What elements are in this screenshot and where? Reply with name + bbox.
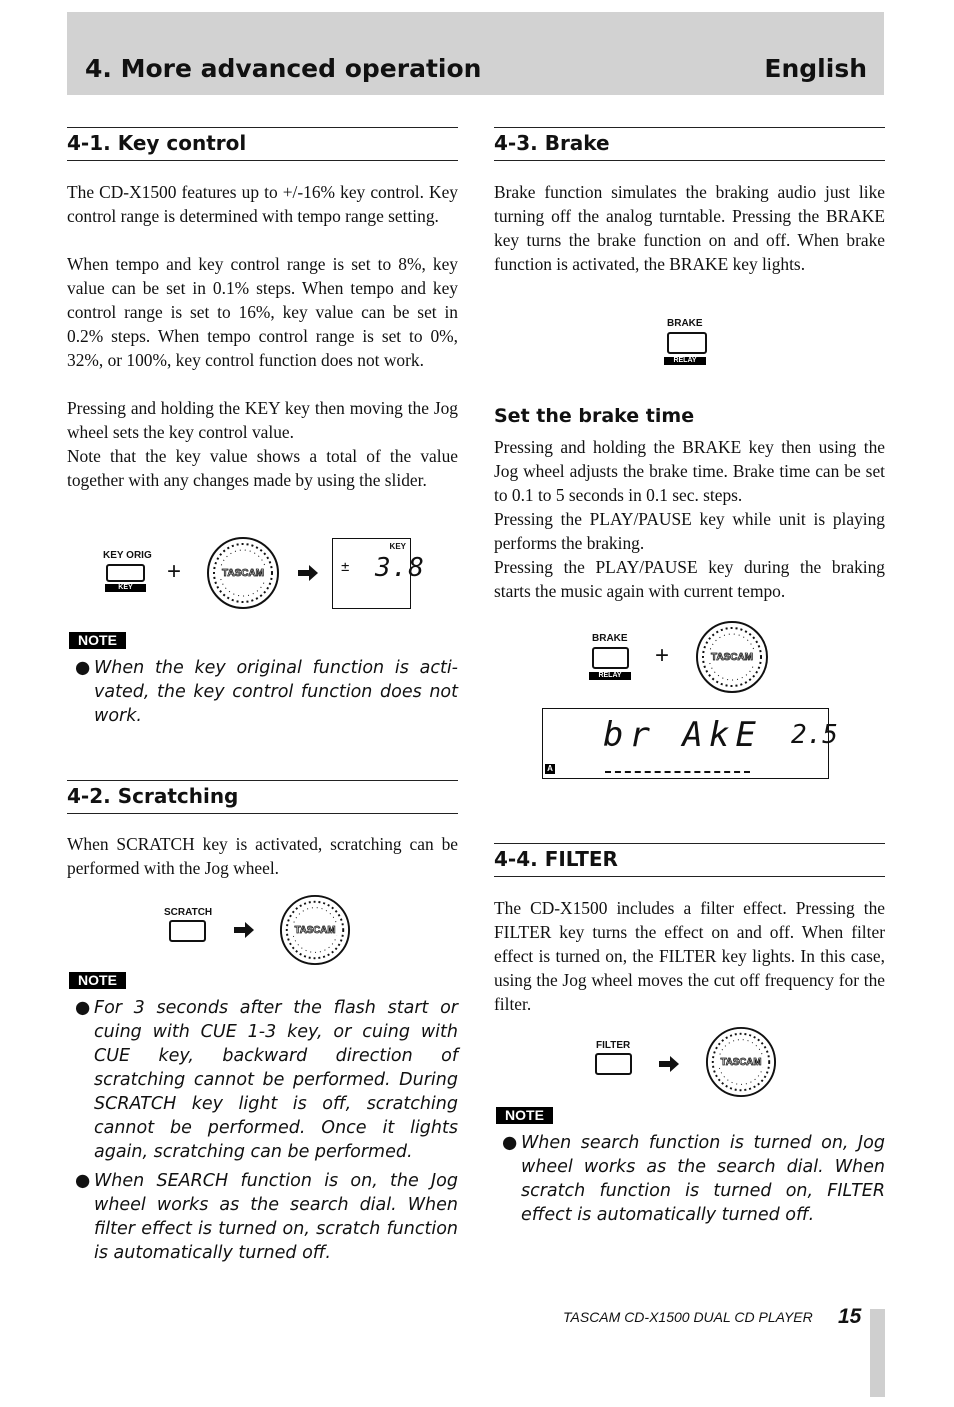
relay-tag: RELAY: [664, 357, 706, 365]
key-orig-label: KEY ORIG: [103, 550, 152, 561]
subheading: Set the brake time: [494, 405, 695, 427]
key-orig-button: [106, 564, 145, 582]
note-item: ● For 3 seconds after the flash start or cuing with CUE 1-3 key, or cuing with CUE key, backward direction of scratching cannot be performed. During SCRATCH key light is off, scratching cannot be performed. Once it lights again, scratching can be performed.: [75, 998, 458, 1162]
scratch-key-label: SCRATCH: [164, 907, 213, 918]
paragraph: When tempo and key control range is set to 8%, key value can be set in 0.1% steps. When tempo and key control range is set to 16%, key value can be set in 0.2% steps. When tempo control range is set to 0%, 32%, or 100%, key control function does not work.: [67, 254, 458, 370]
paragraph: Pressing the PLAY/PAUSE key while unit is playing performs the braking.: [494, 509, 885, 553]
filter-key-label: FILTER: [596, 1040, 631, 1051]
paragraph: Pressing the PLAY/PAUSE key during the braking starts the music again with current tempo.: [494, 557, 885, 601]
brake-button: [592, 647, 629, 669]
paragraph: Brake function simulates the braking audio just like turning off the analog turntable. Pressing the BRAKE key turns the brake function on and off. When brake function is activated, the BRAKE key lights.: [494, 182, 885, 274]
display-indicator: A: [545, 764, 555, 774]
display-key-value: 3.8: [375, 553, 425, 583]
arrow-right-icon: [298, 565, 318, 581]
display-brake-text: br AkE: [603, 715, 762, 755]
arrow-right-icon: [234, 922, 254, 938]
plus-sign: +: [167, 558, 182, 585]
brake-key-figure: [660, 315, 720, 370]
jog-wheel-icon: [206, 536, 280, 610]
display-dash-line: [605, 771, 750, 773]
paragraph: Pressing and holding the BRAKE key then using the Jog wheel adjusts the brake time. Brake time can be set to 0.1 to 5 seconds in 0.1 sec. steps.: [494, 437, 885, 505]
display-brake-value: 2.5: [791, 720, 838, 750]
filter-button: [595, 1053, 632, 1075]
svg-text:TASCAM: TASCAM: [720, 1056, 762, 1068]
brake-key-label: BRAKE: [592, 633, 628, 644]
jog-wheel-icon: [695, 620, 769, 694]
note-label: NOTE: [69, 632, 126, 649]
language-label: English: [764, 54, 867, 83]
filter-figure: [560, 1025, 800, 1100]
brake-time-figure: [540, 620, 838, 782]
page-edge-tab: [870, 1309, 885, 1397]
brake-button: [667, 332, 707, 354]
section-heading-4-2: 4-2. Scratching: [67, 780, 458, 814]
page-number: 15: [838, 1305, 862, 1328]
svg-text:TASCAM: TASCAM: [710, 652, 754, 663]
chapter-title: 4. More advanced operation: [85, 54, 482, 83]
relay-tag: RELAY: [589, 672, 631, 680]
plus-sign: +: [655, 642, 670, 669]
scratch-button: [169, 920, 206, 942]
paragraph: Pressing and holding the KEY key then moving the Jog wheel sets the key control value.: [67, 398, 458, 442]
footer-text: TASCAM CD-X1500 DUAL CD PLAYER: [563, 1309, 813, 1325]
plus-minus-icon: ±: [341, 559, 350, 575]
svg-text:TASCAM: TASCAM: [294, 924, 336, 936]
display-key-label: KEY: [389, 542, 406, 551]
note-label: NOTE: [69, 972, 126, 989]
paragraph: When SCRATCH key is activated, scratching can be performed with the Jog wheel.: [67, 834, 458, 878]
arrow-right-icon: [659, 1056, 679, 1072]
scratch-figure: [67, 892, 458, 967]
paragraph: The CD-X1500 includes a filter effect. Pressing the FILTER key turns the effect on and off. When filter effect is turned on, the FILTER key lights. In this case, using the Jog wheel moves the cut off frequency for the filter.: [494, 898, 885, 1014]
section-heading-4-4: 4-4. FILTER: [494, 843, 885, 877]
key-display: [332, 538, 425, 609]
brake-display: [542, 708, 838, 779]
paragraph: Note that the key value shows a total of the value together with any changes made by using the slider.: [67, 446, 458, 490]
jog-wheel-icon: [279, 894, 351, 966]
key-control-figure: [67, 530, 458, 620]
key-tag: KEY: [105, 584, 146, 592]
svg-text:TASCAM: TASCAM: [221, 568, 265, 579]
paragraph: The CD-X1500 features up to +/-16% key control. Key control range is determined with tempo range setting.: [67, 182, 458, 226]
brake-key-label: BRAKE: [667, 318, 703, 329]
section-heading-4-3: 4-3. Brake: [494, 127, 885, 161]
page-header: [67, 12, 884, 95]
jog-wheel-icon: [705, 1026, 777, 1098]
section-heading-4-1: 4-1. Key control: [67, 127, 458, 161]
note-label: NOTE: [496, 1107, 553, 1124]
